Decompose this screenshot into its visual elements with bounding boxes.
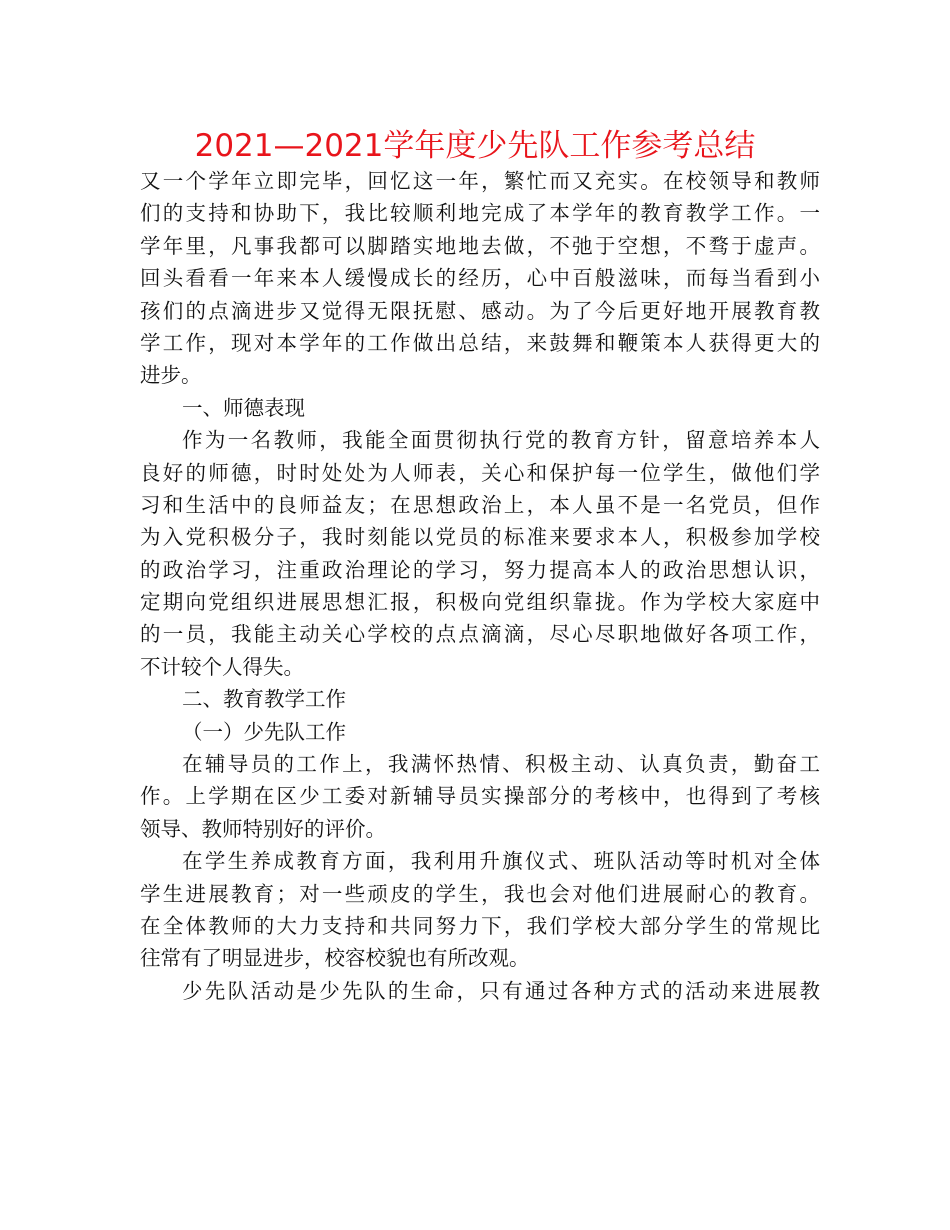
text-line: 在辅导员的工作上，我满怀热情、积极主动、认真负责，勤奋工 (182, 752, 820, 777)
text-line: 少先队活动是少先队的生命，只有通过各种方式的活动来进展教 (182, 978, 820, 1003)
text-line: 定期向党组织进展思想汇报，积极向党组织靠拢。作为学校大家庭中 (140, 590, 820, 615)
text-line: 作。上学期在区少工委对新辅导员实操部分的考核中，也得到了考核 (140, 784, 820, 809)
text-line: 良好的师德，时时处处为人师表，关心和保护每一位学生，做他们学 (140, 460, 820, 485)
text-line: 进步。 (140, 363, 202, 388)
text-line: 领导、教师特别好的评价。 (140, 816, 386, 841)
text-line: 学年里，凡事我都可以脚踏实地地去做，不弛于空想，不骛于虚声。 (140, 233, 820, 258)
text-line: 在全体教师的大力支持和共同努力下，我们学校大部分学生的常规比 (140, 913, 820, 938)
text-line: 的一员，我能主动关心学校的点点滴滴，尽心尽职地做好各项工作， (140, 622, 820, 647)
text-line: 作为一名教师，我能全面贯彻执行党的教育方针，留意培养本人 (182, 428, 820, 453)
text-line: 回头看看一年来本人缓慢成长的经历，心中百般滋味，而每当看到小 (140, 266, 820, 291)
text-line: 学生进展教育；对一些顽皮的学生，我也会对他们进展耐心的教育。 (140, 881, 820, 906)
text-line: 又一个学年立即完毕，回忆这一年，繁忙而又充实。在校领导和教师 (140, 169, 820, 193)
text-line: 在学生养成教育方面，我利用升旗仪式、班队活动等时机对全体 (182, 849, 820, 874)
text-line: 不计较个人得失。 (140, 654, 304, 679)
text-line: 习和生活中的良师益友；在思想政治上，本人虽不是一名党员，但作 (140, 492, 820, 517)
document-body (140, 165, 820, 1007)
text-line: 孩们的点滴进步又觉得无限抚慰、感动。为了今后更好地开展教育教 (140, 298, 820, 323)
text-line: （一）少先队工作 (182, 719, 346, 744)
text-line: 一、师德表现 (182, 395, 305, 420)
text-line: 往常有了明显进步，校容校貌也有所改观。 (140, 946, 530, 971)
text-line: 为入党积极分子，我时刻能以党员的标准来要求本人，积极参加学校 (140, 525, 820, 550)
document-title: 2021—2021学年度少先队工作参考总结 (194, 128, 756, 164)
text-line: 们的支持和协助下，我比较顺利地完成了本学年的教育教学工作。一 (140, 201, 820, 226)
text-line: 二、教育教学工作 (182, 687, 346, 712)
text-line: 学工作，现对本学年的工作做出总结，来鼓舞和鞭策本人获得更大的 (140, 330, 820, 355)
text-line: 的政治学习，注重政治理论的学习，努力提高本人的政治思想认识， (140, 557, 820, 582)
